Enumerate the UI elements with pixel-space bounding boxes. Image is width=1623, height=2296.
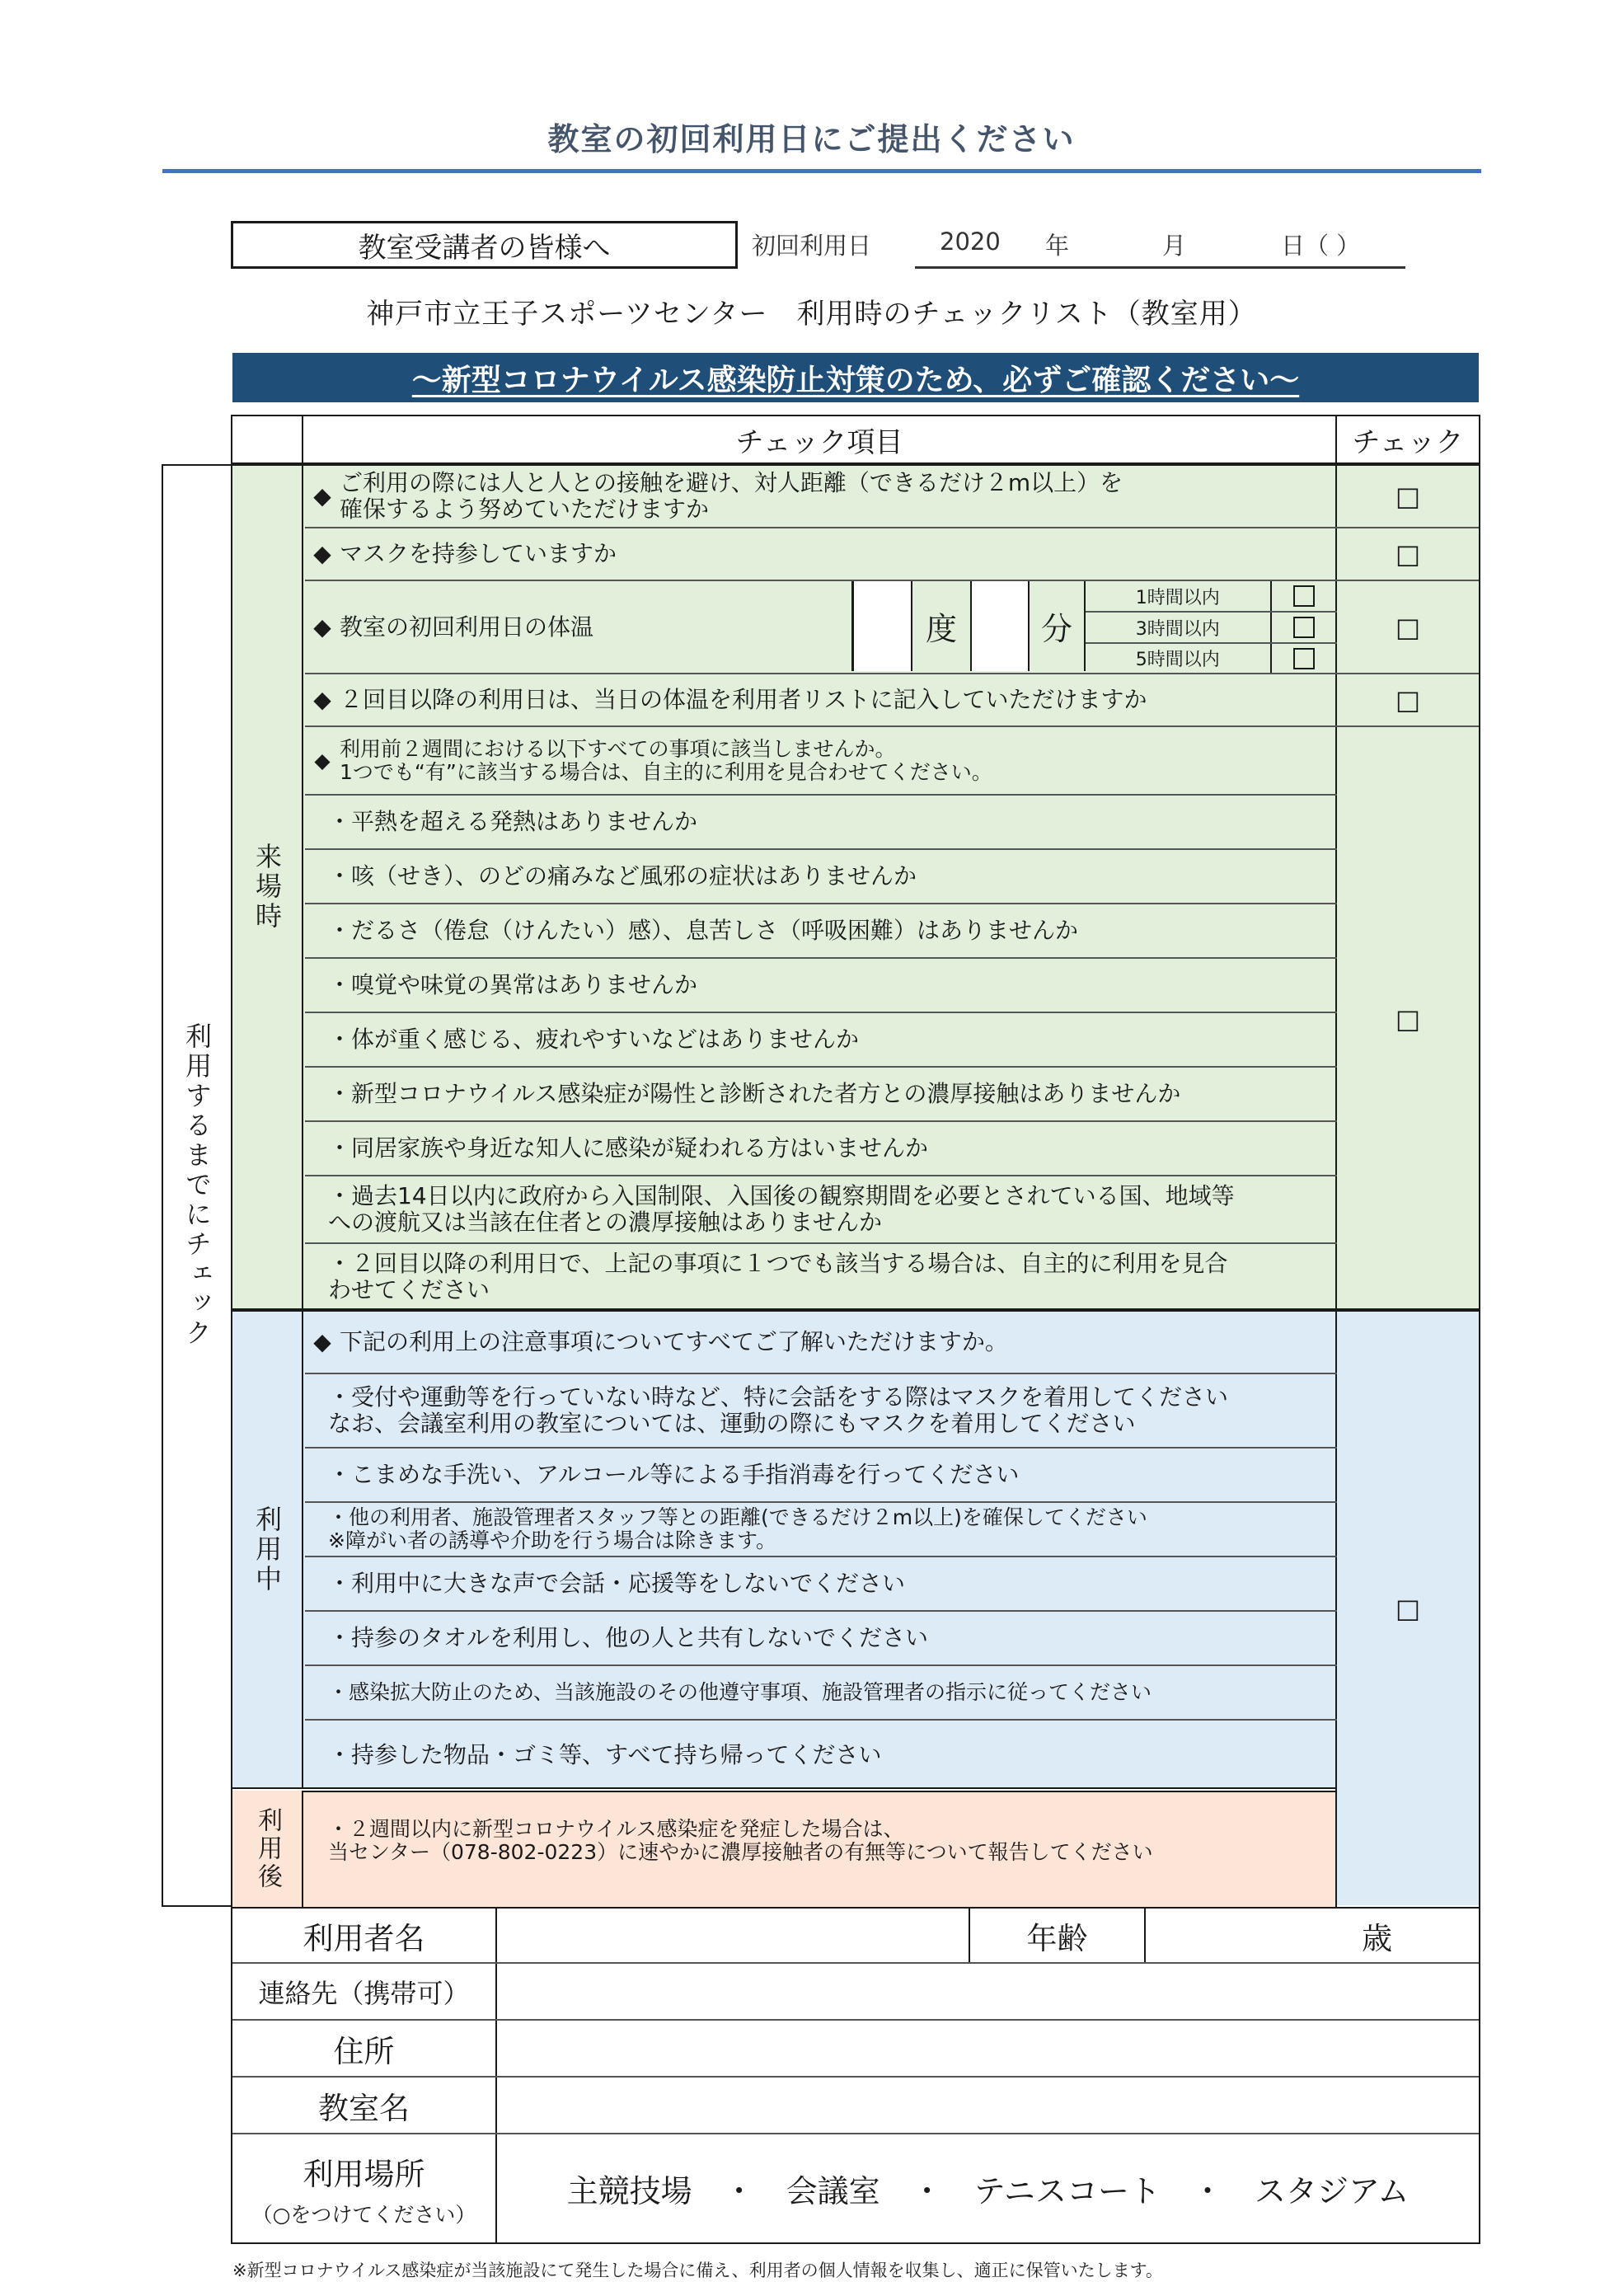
during-q1: ◆ 下記の利用上の注意事項についてすべてご了解いただけますか。 xyxy=(305,1312,1337,1373)
temp-degree-unit: 度 xyxy=(925,611,957,647)
symptom-item: ・平熱を超える発熱はありませんか xyxy=(305,794,1337,848)
name-field[interactable] xyxy=(497,1909,969,1962)
name-label: 利用者名 xyxy=(303,1920,425,1956)
date-underline xyxy=(915,266,1405,269)
temp-minute-unit: 分 xyxy=(1040,611,1072,647)
symptom-item: ・だるさ（倦怠（けんたい）感）、息苦しさ（呼吸困難）はありませんか xyxy=(305,903,1337,957)
rule-item: ・他の利用者、施設管理者スタッフ等との距離(できるだけ２m以上)を確保してください ※障がい者の誘導や介助を行う場合は除きます。 xyxy=(305,1501,1337,1556)
arrival-q1: ◆ ご利用の際には人と人との接触を避け、対人距離（できるだけ２m以上）を 確保するよう努めていただけますか xyxy=(305,466,1337,527)
arrival-q3-checkbox[interactable]: □ xyxy=(1337,580,1479,673)
temp-minute-input[interactable] xyxy=(970,581,1030,671)
place-options[interactable]: 主競技場 ・ 会議室 ・ テニスコート ・ スタジアム xyxy=(566,2173,1410,2209)
after-label: 利用後 xyxy=(232,1791,303,1907)
during-label: 利用中 xyxy=(232,1312,303,1787)
year-value[interactable]: 2020 xyxy=(940,228,1001,256)
arrival-q1-checkbox[interactable]: □ xyxy=(1395,481,1421,512)
age-label: 年齢 xyxy=(1026,1920,1088,1956)
time-option-label: 1時間以内 xyxy=(1135,587,1220,608)
arrival-q2-checkbox[interactable]: □ xyxy=(1337,527,1479,580)
diamond-bullet-icon: ◆ xyxy=(313,1328,331,1355)
address-field[interactable] xyxy=(497,2021,1479,2076)
addressee-box xyxy=(231,221,738,269)
notice-banner: ～新型コロナウイルス感染防止対策のため、必ずご確認ください～ xyxy=(232,353,1479,402)
symptom-item: ・嗅覚や味覚の異常はありませんか xyxy=(305,957,1337,1012)
date-label: 初回利用日 xyxy=(752,232,872,260)
place-note: （○をつけてください） xyxy=(251,2202,476,2227)
symptom-item: ・同居家族や身近な知人に感染が疑われる方はいませんか xyxy=(305,1120,1337,1175)
contact-field[interactable] xyxy=(497,1964,1479,2019)
age-field[interactable] xyxy=(1146,1909,1479,1962)
after-text: ・２週間以内に新型コロナウイルス感染症を発症した場合は、 当センター（078-802-0223）に速やかに濃厚接触者の有無等について報告してください xyxy=(328,1817,1153,1864)
diamond-bullet-icon: ◆ xyxy=(314,748,331,772)
title-underline xyxy=(162,169,1481,173)
diamond-bullet-icon: ◆ xyxy=(313,613,331,641)
col-item-header: チェック項目 xyxy=(735,425,903,459)
rule-item: ・持参した物品・ゴミ等、すべて持ち帰ってください xyxy=(305,1719,1337,1789)
arrival-q4: ◆ ２回目以降の利用日は、当日の体温を利用者リストに記入していただけますか xyxy=(305,673,1337,725)
arrival-q2: ◆ マスクを持参していますか xyxy=(305,527,1337,580)
place-label: 利用場所 xyxy=(303,2156,425,2192)
address-label: 住所 xyxy=(333,2033,395,2069)
rule-item: ・受付や運動等を行っていない時など、特に会話をする際はマスクを着用してください なお、会議室利用の教室については、運動の際にもマスクを着用してください xyxy=(305,1373,1337,1447)
arrival-q5-checkbox[interactable]: □ xyxy=(1337,725,1479,1310)
page-title: 教室の初回利用日にご提出ください xyxy=(547,121,1076,157)
time-option-label: 3時間以内 xyxy=(1135,618,1220,640)
temp-degree-input[interactable] xyxy=(851,581,912,671)
class-name-field[interactable] xyxy=(497,2078,1479,2133)
rule-item: ・持参のタオルを利用し、他の人と共有しないでください xyxy=(305,1610,1337,1664)
symptom-item: ・咳（せき）、のどの痛みなど風邪の症状はありませんか xyxy=(305,848,1337,903)
col-check-header: チェック xyxy=(1352,425,1464,459)
time-option-checkbox[interactable] xyxy=(1293,585,1315,607)
place-label-cell xyxy=(232,2134,495,2242)
time-options xyxy=(1086,581,1337,671)
checklist-subtitle: 神戸市立王子スポーツセンター 利用時のチェックリスト（教室用） xyxy=(366,298,1257,331)
symptom-item: ・新型コロナウイルス感染症が陽性と診断された者方との濃厚接触はありませんか xyxy=(305,1066,1337,1120)
symptom-item: ・体が重く感じる、疲れやすいなどはありませんか xyxy=(305,1012,1337,1066)
class-name-label: 教室名 xyxy=(318,2090,410,2126)
arrival-q5: ◆ 利用前２週間における以下すべての事項に該当しませんか。 1つでも“有”に該当する場合は、自主的に利用を見合わせてください。 xyxy=(305,725,1337,794)
diamond-bullet-icon: ◆ xyxy=(313,482,331,509)
symptom-item: ・２回目以降の利用日で、上記の事項に１つでも該当する場合は、自主的に利用を見合 わせてください xyxy=(305,1242,1337,1310)
rule-item: ・利用中に大きな声で会話・応援等をしないでください xyxy=(305,1556,1337,1610)
rule-item: ・こまめな手洗い、アルコール等による手指消毒を行ってください xyxy=(305,1447,1337,1501)
time-option-checkbox[interactable] xyxy=(1293,648,1315,669)
symptom-item: ・過去14日以内に政府から入国制限、入国後の観察期間を必要とされている国、地域等 への渡航又は当該在住者との濃厚接触はありませんか xyxy=(305,1175,1337,1242)
table-right-border xyxy=(1479,1310,1480,1907)
diamond-bullet-icon: ◆ xyxy=(313,540,331,567)
privacy-footnote: ※新型コロナウイルス感染症が当該施設にて発生した場合に備え、利用者の個人情報を収集し、適正に保管いたします。 xyxy=(232,2261,1163,2280)
diamond-bullet-icon: ◆ xyxy=(313,686,331,713)
arrival-label: 来場時 xyxy=(232,466,303,1308)
time-option-checkbox[interactable] xyxy=(1293,617,1315,638)
month-unit: 月 xyxy=(1162,232,1187,260)
arrival-q4-checkbox[interactable]: □ xyxy=(1337,673,1479,725)
outer-section-label: 利用するまでにチェック xyxy=(162,464,232,1907)
year-unit: 年 xyxy=(1045,232,1070,260)
day-unit: 日（ ） xyxy=(1281,232,1361,260)
during-checkbox[interactable]: □ xyxy=(1395,1593,1421,1624)
arrival-q3: ◆ 教室の初回利用日の体温 xyxy=(305,580,1337,673)
time-option-label: 5時間以内 xyxy=(1135,650,1220,670)
age-unit: 歳 xyxy=(1362,1920,1392,1956)
addressee-text: 教室受講者の皆様へ xyxy=(358,231,611,265)
rule-item: ・感染拡大防止のため、当該施設のその他遵守事項、施設管理者の指示に従ってください xyxy=(305,1664,1337,1719)
contact-label: 連絡先（携帯可） xyxy=(258,1977,470,2009)
